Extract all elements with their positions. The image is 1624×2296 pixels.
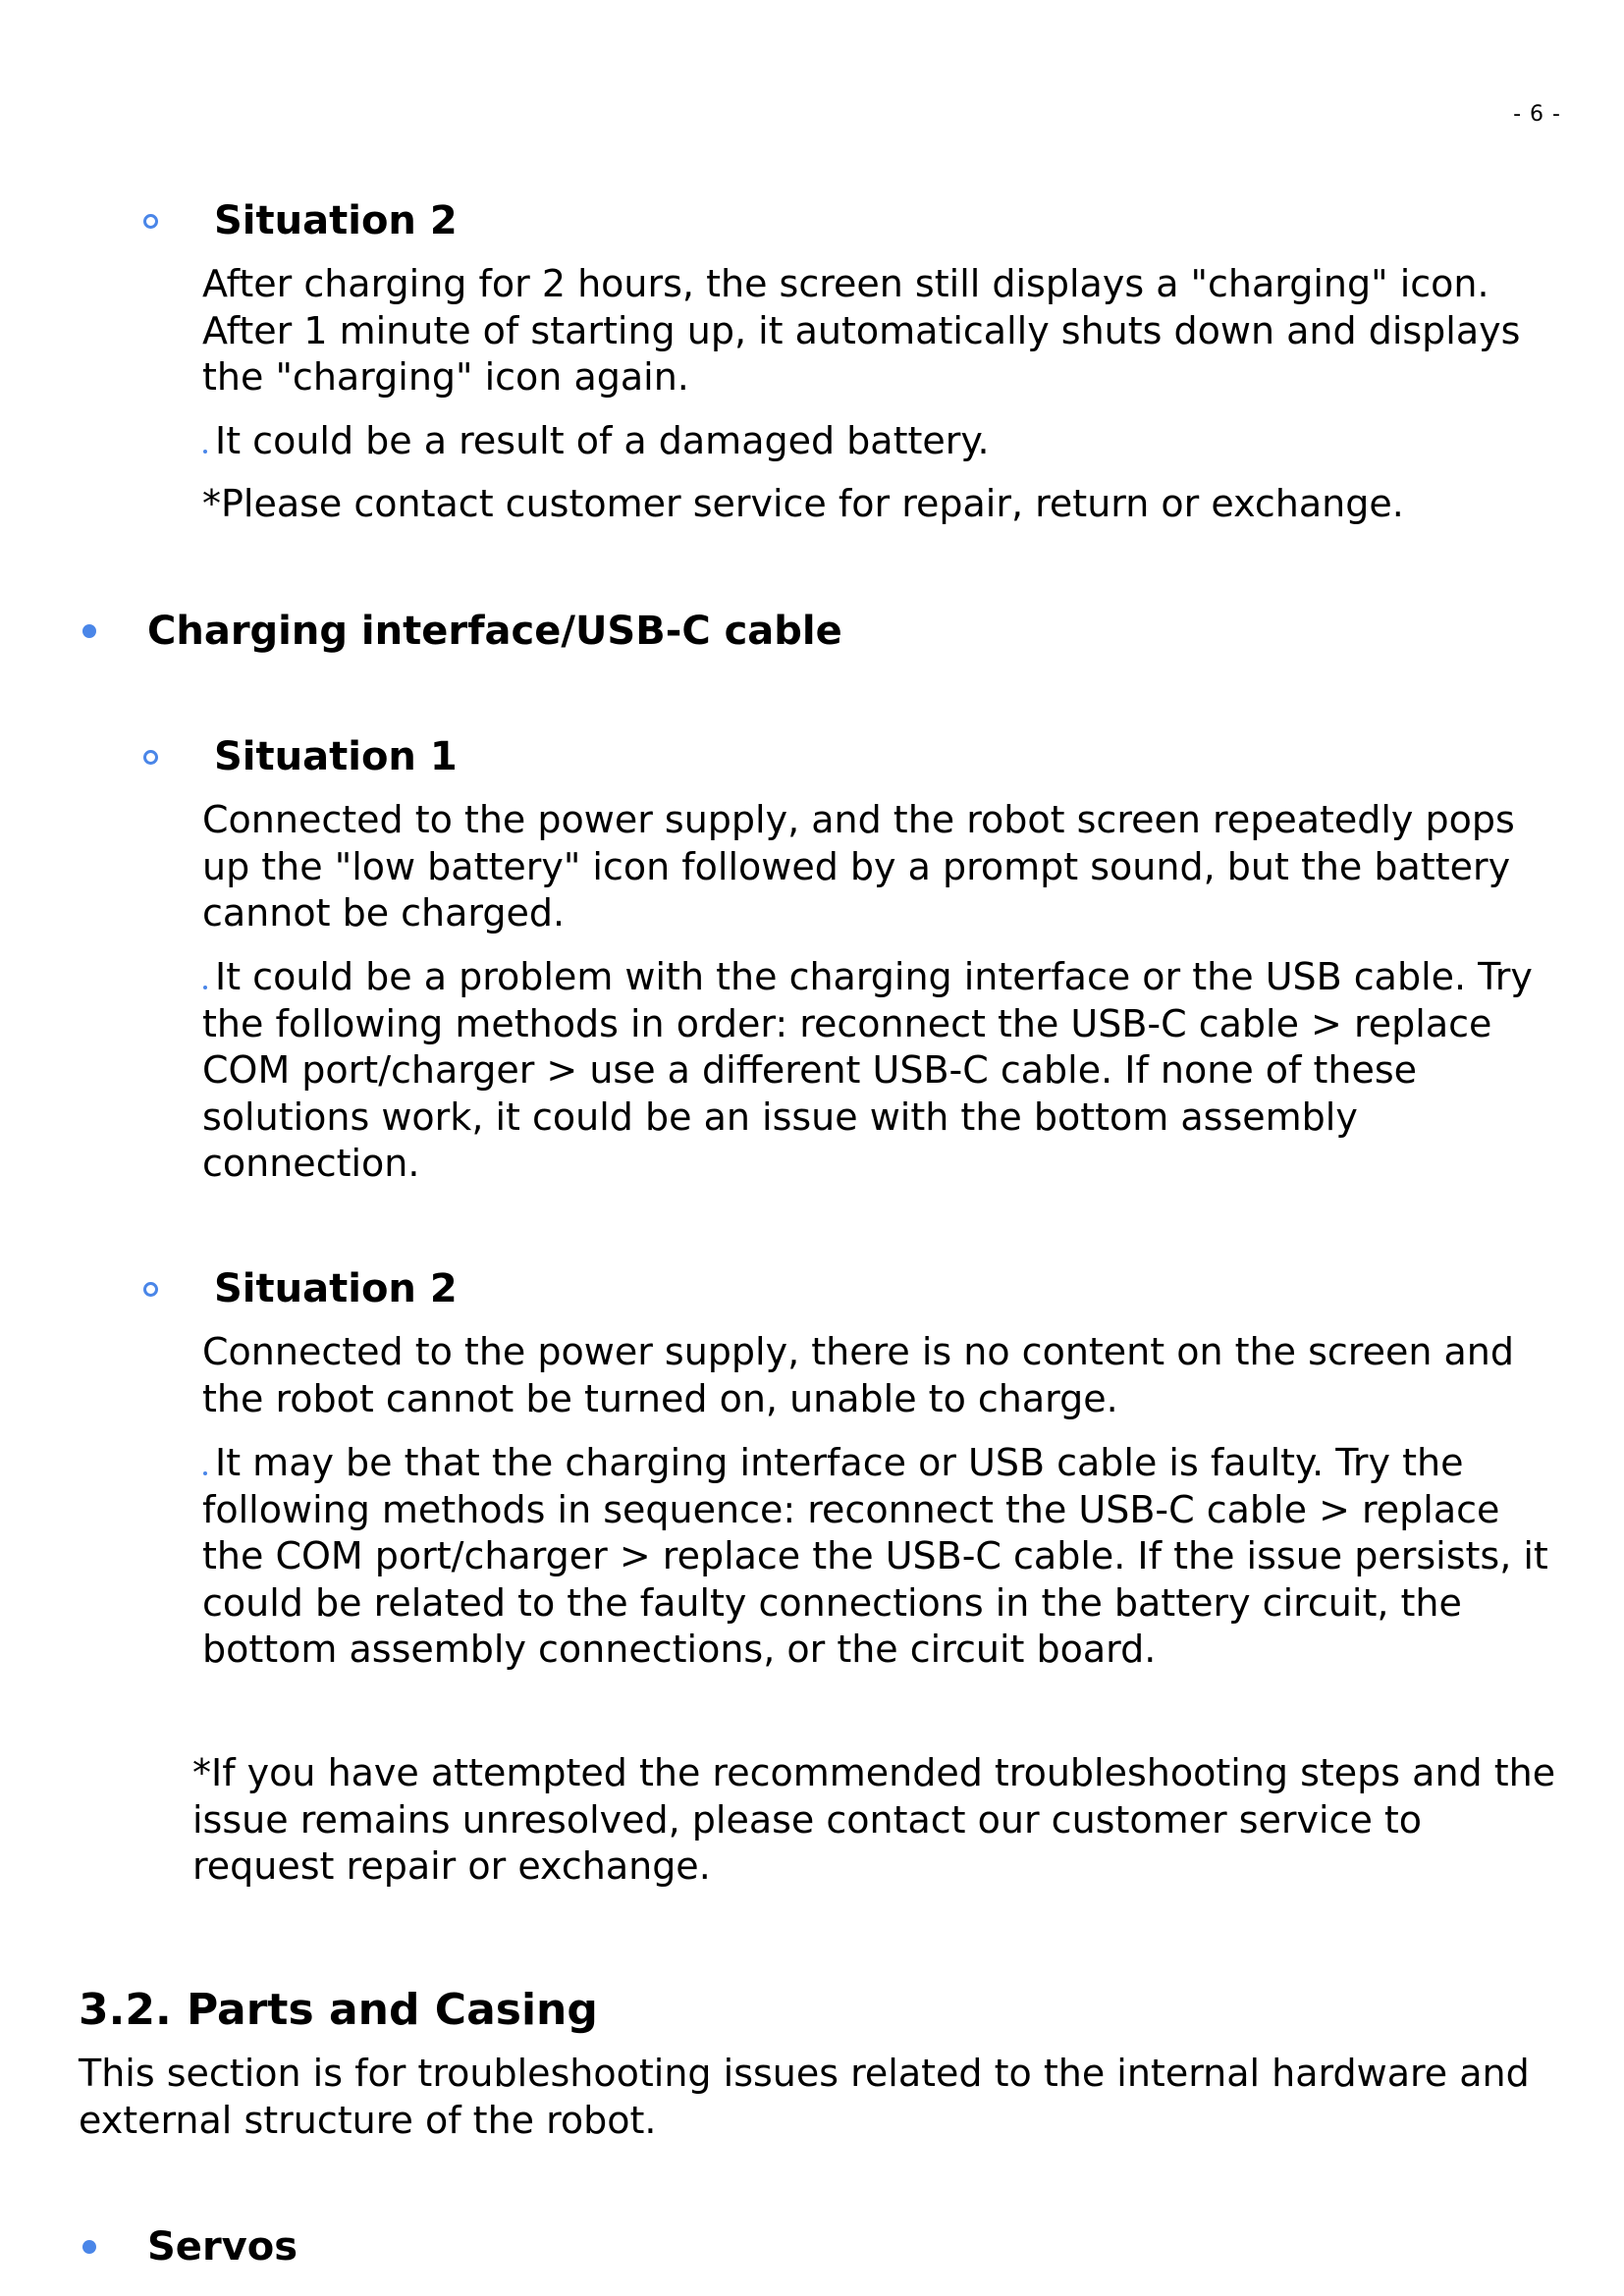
cause-text: It could be a result of a damaged battery. bbox=[215, 419, 990, 462]
section-heading-servos: Servos bbox=[147, 2224, 298, 2269]
dot-bullet-icon bbox=[203, 1471, 207, 1475]
sub-bullet-icon bbox=[143, 214, 158, 229]
situation-description: Connected to the power supply, there is no content on the screen and the robot cannot be turned on, unable to charge. bbox=[202, 1330, 1514, 1420]
section-heading-charging: Charging interface/USB-C cable bbox=[147, 609, 842, 654]
dot-bullet-icon bbox=[203, 450, 207, 454]
sub-bullet-icon bbox=[143, 1282, 158, 1297]
troubleshooting-note: *If you have attempted the recommended troubleshooting steps and the issue remains unresolved, please contact our customer service to request repair or exchange. bbox=[192, 1751, 1556, 1888]
situation-note: *Please contact customer service for repair, return or exchange. bbox=[202, 482, 1404, 525]
situation-cause bbox=[202, 418, 1577, 465]
page-number: - 6 - bbox=[1513, 102, 1561, 127]
situation-cause bbox=[202, 954, 1557, 1188]
bullet-icon bbox=[82, 2240, 96, 2254]
situation-heading: Situation 2 bbox=[214, 1266, 458, 1311]
situation-cause bbox=[202, 1440, 1557, 1674]
situation-heading: Situation 1 bbox=[214, 734, 458, 779]
sub-bullet-icon bbox=[143, 750, 158, 765]
situation-description: After charging for 2 hours, the screen still displays a "charging" icon. After 1 minute of starting up, it automatically shuts down and displays the "charging" icon again. bbox=[202, 262, 1521, 399]
section-title-parts: 3.2. Parts and Casing bbox=[79, 1985, 598, 2035]
situation-description: Connected to the power supply, and the robot screen repeatedly pops up the "low battery" icon followed by a prompt sound, but the battery cannot be charged. bbox=[202, 798, 1515, 934]
bullet-icon bbox=[82, 624, 96, 638]
section-intro: This section is for troubleshooting issues related to the internal hardware and external structure of the robot. bbox=[79, 2052, 1530, 2142]
dot-bullet-icon bbox=[203, 986, 207, 989]
cause-text: It may be that the charging interface or USB cable is faulty. Try the following methods in sequence: reconnect the USB-C cable > replace the COM port/charger > replace the USB-C cable. If the issue persists, it could be related to the faulty connections in the battery circuit, the bottom assembly connections, or the circuit board. bbox=[202, 1441, 1548, 1671]
cause-text: It could be a problem with the charging interface or the USB cable. Try the following methods in order: reconnect the USB-C cable > replace COM port/charger > use a different USB-C cable. If none of these solutions work, it could be an issue with the bottom assembly connection. bbox=[202, 955, 1533, 1185]
situation-heading: Situation 2 bbox=[214, 198, 458, 243]
